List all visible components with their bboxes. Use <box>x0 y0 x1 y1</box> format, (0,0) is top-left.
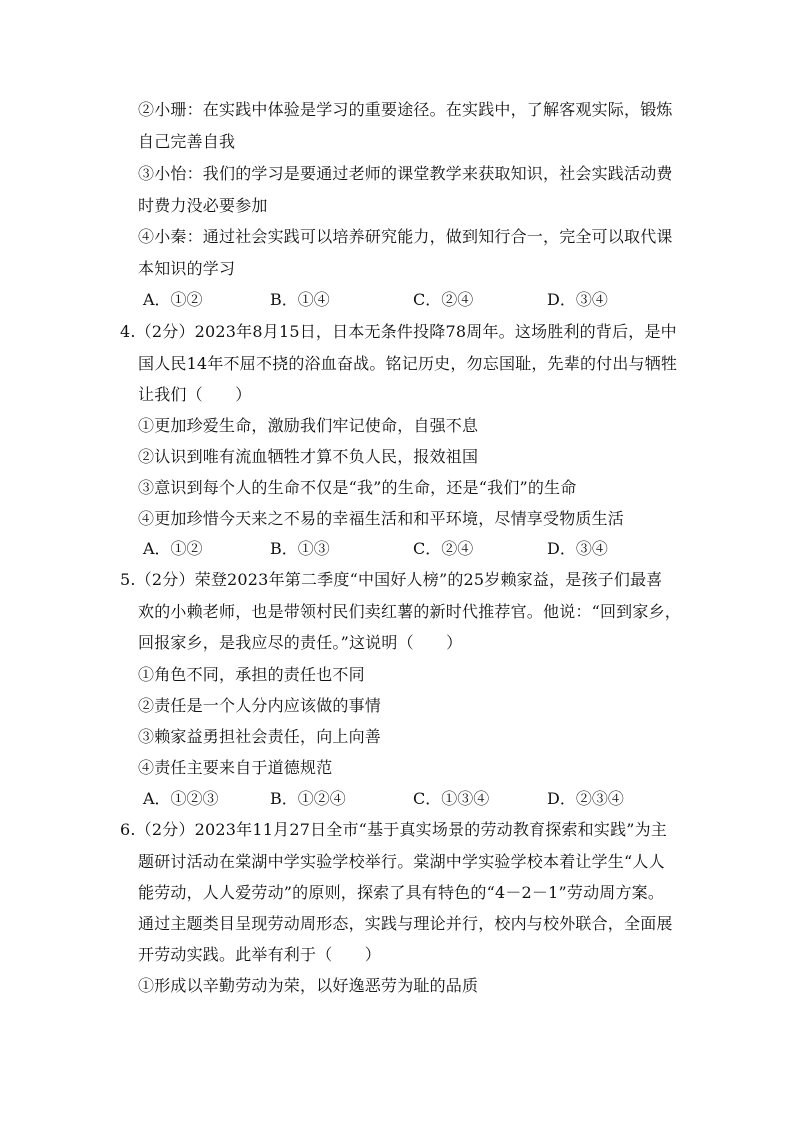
q4-choice-1: ①更加珍爱生命，激励我们牢记使命，自强不息 <box>138 416 479 435</box>
q3-option-c: C．②④ <box>413 290 474 309</box>
q5-stem-line2: 欢的小赖老师，也是带领村民们卖红薯的新时代推荐官。他说：“回到家乡， <box>138 602 681 621</box>
q3-option-a: A．①② <box>143 290 203 309</box>
q5-choice-4: ④责任主要来自于道德规范 <box>138 758 333 777</box>
q5-option-a: A．①②③ <box>143 789 219 808</box>
q5-choice-2: ②责任是一个人分内应该做的事情 <box>138 696 382 715</box>
q5-stem-line1: 5.（2分）荣登2023年第二季度“中国好人榜”的25岁赖家益，是孩子们最喜 <box>120 570 663 589</box>
q4-choice-3: ③意识到每个人的生命不仅是“我”的生命，还是“我们”的生命 <box>138 478 577 497</box>
q3-option-d: D．③④ <box>547 290 608 309</box>
q4-option-d: D．③④ <box>547 539 608 558</box>
q6-stem-line5: 开劳动实践。此举有利于（ ） <box>138 945 382 964</box>
q5-stem-line3: 回报家乡，是我应尽的责任。”这说明（ ） <box>138 633 463 652</box>
q3-choice-2-line1: ②小珊：在实践中体验是学习的重要途径。在实践中，了解客观实际，锻炼 <box>138 100 673 119</box>
q3-choice-4-line2: 本知识的学习 <box>138 259 236 278</box>
q6-choice-1: ①形成以辛勤劳动为荣，以好逸恶劳为耻的品质 <box>138 976 479 995</box>
q5-choice-3: ③赖家益勇担社会责任，向上向善 <box>138 727 382 746</box>
q3-choice-4-line1: ④小秦：通过社会实践可以培养研究能力，做到知行合一，完全可以取代课 <box>138 227 673 246</box>
q4-option-a: A．①② <box>143 539 203 558</box>
q5-choice-1: ①角色不同，承担的责任也不同 <box>138 665 365 684</box>
q4-option-b: B．①③ <box>270 539 330 558</box>
q5-option-c: C．①③④ <box>413 789 490 808</box>
q3-choice-2-line2: 自己完善自我 <box>138 132 236 151</box>
q5-option-b: B．①②④ <box>270 789 346 808</box>
q3-option-b: B．①④ <box>270 290 330 309</box>
q6-stem-line1: 6.（2分）2023年11月27日全市“基于真实场景的劳动教育探索和实践”为主 <box>120 820 668 839</box>
q4-stem-line3: 让我们（ ） <box>138 385 252 404</box>
q4-choice-4: ④更加珍惜今天来之不易的幸福生活和和平环境，尽情享受物质生活 <box>138 509 625 528</box>
q3-choice-3-line2: 时费力没必要参加 <box>138 196 268 215</box>
q5-option-d: D．②③④ <box>547 789 624 808</box>
q4-stem-line2: 国人民14年不屈不挠的浴血奋战。铭记历史，勿忘国耻，先辈的付出与牺牲 <box>138 354 678 373</box>
q3-choice-3-line1: ③小怡：我们的学习是要通过老师的课堂教学来获取知识，社会实践活动费 <box>138 164 673 183</box>
q6-stem-line3: 能劳动，人人爱劳动”的原则，探索了具有特色的“4－2－1”劳动周方案。 <box>138 883 665 902</box>
q4-stem-line1: 4.（2分）2023年8月15日，日本无条件投降78周年。这场胜利的背后，是中 <box>120 322 677 341</box>
q4-option-c: C．②④ <box>413 539 474 558</box>
q4-choice-2: ②认识到唯有流血牺牲才算不负人民，报效祖国 <box>138 447 479 466</box>
q6-stem-line2: 题研讨活动在棠湖中学实验学校举行。棠湖中学实验学校本着让学生“人人 <box>138 852 665 871</box>
q6-stem-line4: 通过主题类目呈现劳动周形态，实践与理论并行，校内与校外联合，全面展 <box>138 914 673 933</box>
